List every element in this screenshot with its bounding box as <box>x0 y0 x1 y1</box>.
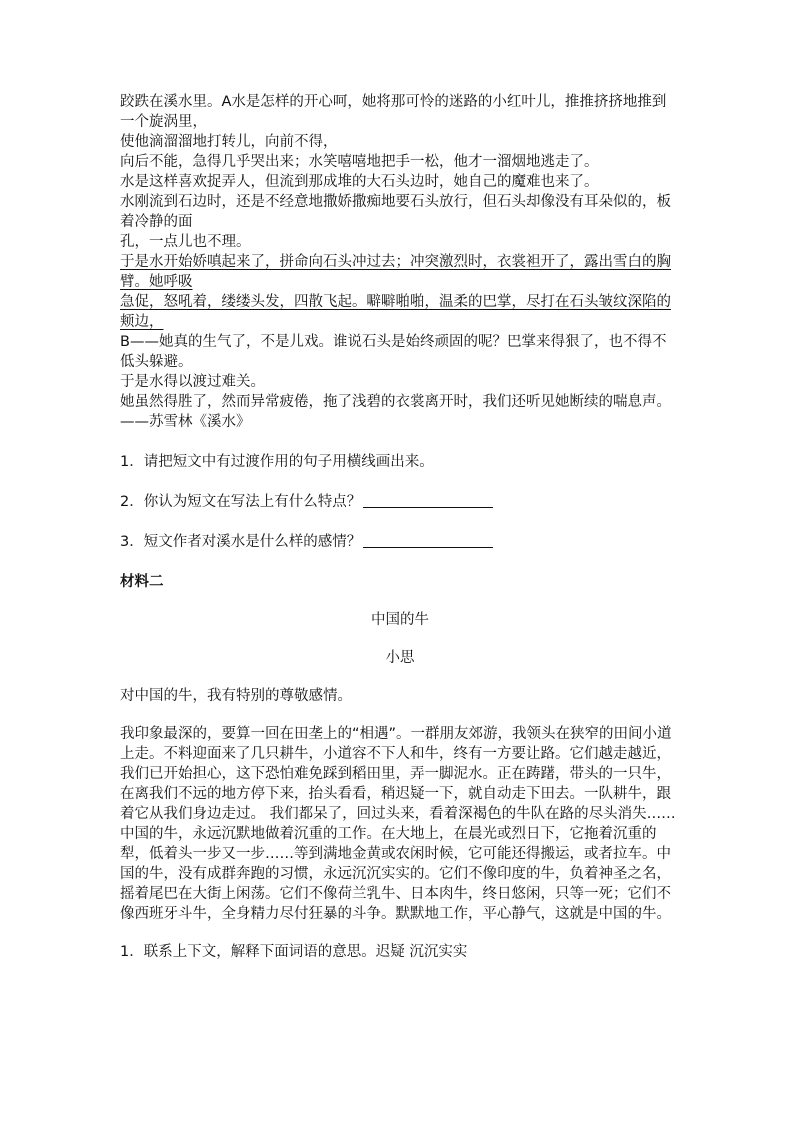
article-paragraph: 我印象最深的，要算一回在田垄上的“相遇”。一群朋友郊游，我领头在狭窄的田间小道上走。不料迎面来了几只耕牛，小道容不下人和牛，终有一方要让路。它们越走越近，我们已开始担心，这下恐怕难免踩到稻田里，弄一脚泥水。正在踌躇，带头的一只牛，在离我们不远的地方停下来，抬头看看，稍迟疑一下，就自动走下田去。一队耕牛，跟着它从我们身边走过。 我们都呆了，回过头来，看着深褐色的牛队在路的尽头消失…… 中国的牛，永远沉默地做着沉重的工作。在大地上，在晨光或烈日下，它拖着沉重的犁，低着头一步又一步……等到满地金黄或农闲时候，它可能还得搬运，或者拉车。中国的牛，没有成群奔跑的习惯，永远沉沉实实的。它们不像印度的牛，负着神圣之名，摇着尾巴在大街上闲荡。它们不像荷兰乳牛、日本肉牛，终日悠闲，只等一死；它们不像西班牙斗牛，全身精力尽付狂暴的斗争。默默地工作，平心静气，这就是中国的牛。 <box>120 726 676 922</box>
section-heading: 材料二 <box>120 574 164 590</box>
answer-blank[interactable] <box>363 533 493 548</box>
passage1-line: 于是水得以渡过难关。 <box>120 374 265 390</box>
passage1-line: 跤跌在溪水里。A水是怎样的开心呵，她将那可怜的迷路的小红叶儿，推推挤挤地推到一个旋涡里， <box>120 94 667 130</box>
document-page <box>120 92 680 962</box>
passage1-line: 孔，一点儿也不理。 <box>120 234 251 250</box>
article-paragraph: 对中国的牛，我有特别的尊敬感情。 <box>120 688 352 704</box>
passage1-line: B——她真的生气了，不是儿戏。谁说石头是始终顽固的呢？巴掌来得狠了，也不得不低头躲避。 <box>120 334 667 370</box>
underlined-transition-sentence: 急促，怒吼着，缕缕头发，四散飞起。噼噼啪啪，温柔的巴掌，尽打在石头皱纹深陷的颊边， <box>120 294 671 330</box>
passage1-line: 水刚流到石边时，还是不经意地撒娇撒痴地要石头放行，但石头却像没有耳朵似的，板着冷静的面 <box>120 194 671 230</box>
passage1-line: 水是这样喜欢捉弄人，但流到那成堆的大石头边时，她自己的魔难也来了。 <box>120 174 599 190</box>
passage1-line: 向后不能，急得几乎哭出来；水笑嘻嘻地把手一松，他才一溜烟地逃走了。 <box>120 154 599 170</box>
article-author: 小思 <box>385 650 415 666</box>
question-1: 1．请把短文中有过渡作用的句子用横线画出来。 <box>120 454 434 470</box>
question-2: 2．你认为短文在写法上有什么特点？ <box>120 492 680 512</box>
underlined-transition-sentence: 于是水开始娇嗔起来了，拼命向石头冲过去；冲突激烈时，衣裳袒开了，露出雪白的胸臂。她呼吸 <box>120 254 671 290</box>
question-vocabulary: 1．联系上下文，解释下面词语的意思。迟疑 沉沉实实 <box>120 944 468 960</box>
answer-blank[interactable] <box>363 493 493 508</box>
passage1-line: 她虽然得胜了，然而异常疲倦，拖了浅碧的衣裳离开时，我们还听见她断续的喘息声。 <box>120 394 671 410</box>
article-title: 中国的牛 <box>371 612 429 628</box>
passage1-line: 使他滴溜溜地打转儿，向前不得， <box>120 134 338 150</box>
passage1-source: ——苏雪林《溪水》 <box>120 414 251 430</box>
question-3: 3．短文作者对溪水是什么样的感情？ <box>120 532 680 552</box>
